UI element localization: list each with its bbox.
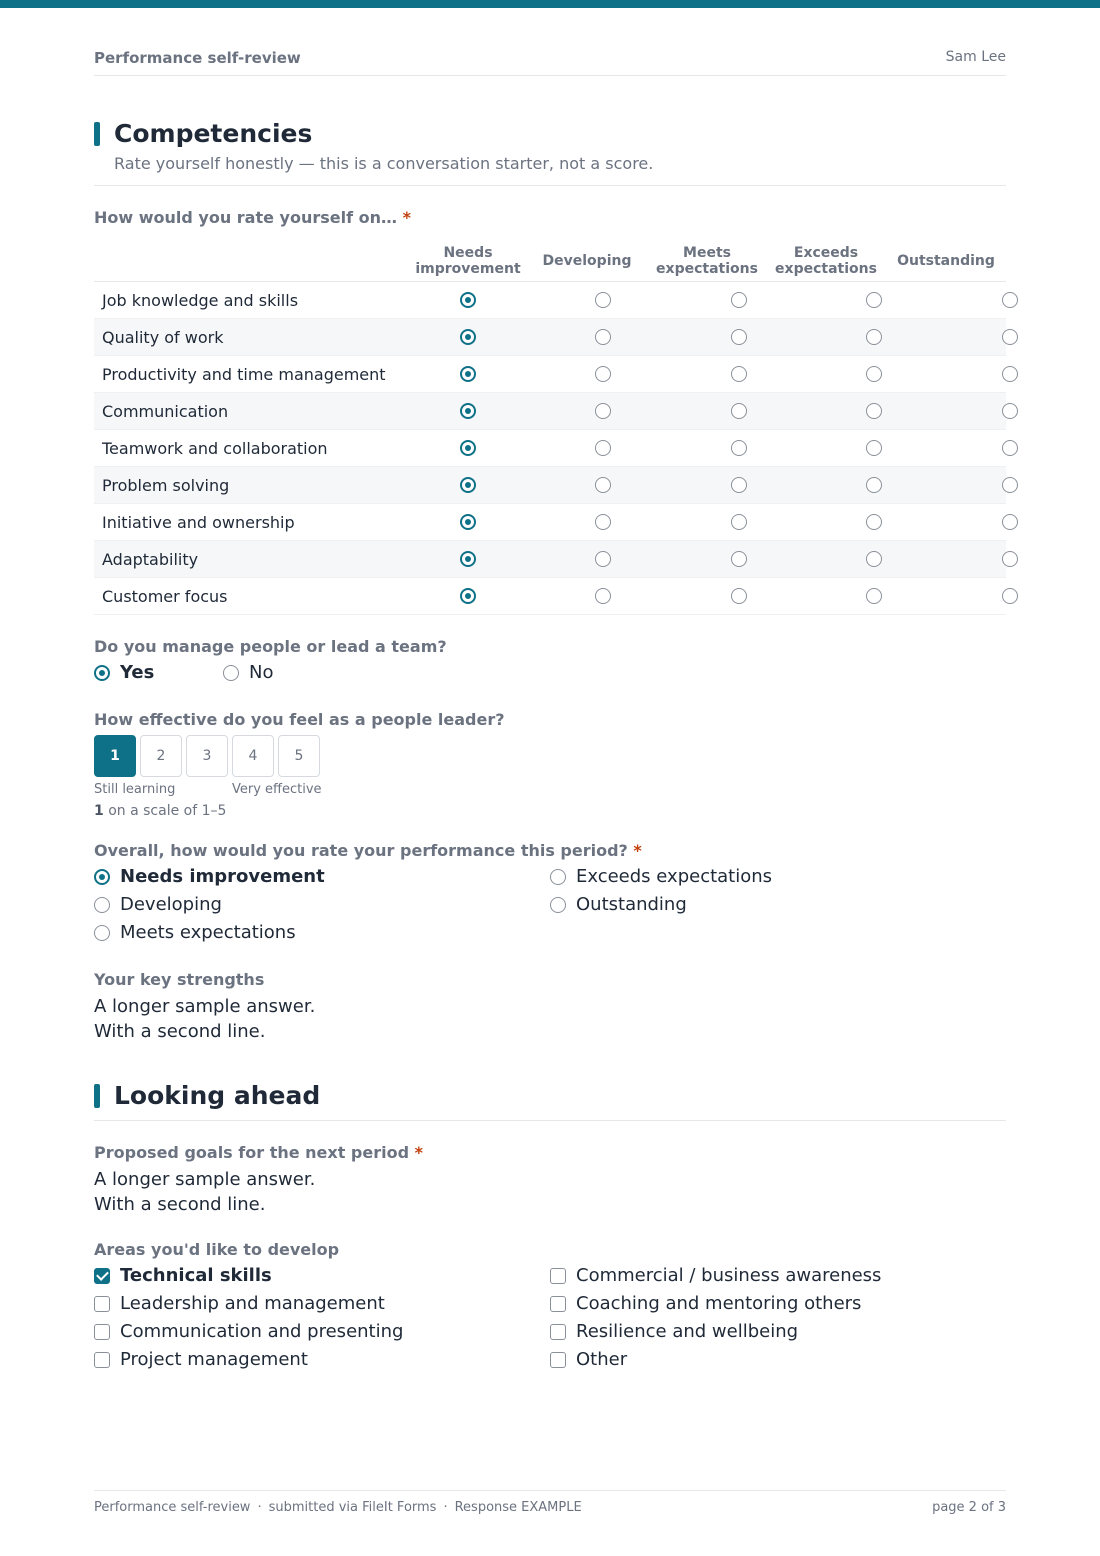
matrix-radio[interactable] <box>595 551 611 567</box>
checkbox-icon <box>550 1352 566 1368</box>
matrix-radio[interactable] <box>866 403 882 419</box>
option-label: Other <box>576 1349 628 1370</box>
scale-option-4[interactable]: 4 <box>232 735 274 777</box>
matrix-row <box>94 282 1006 319</box>
matrix-radio[interactable] <box>866 292 882 308</box>
matrix-radio[interactable] <box>731 329 747 345</box>
option-label: Communication and presenting <box>120 1321 404 1342</box>
option-label: Needs improvement <box>120 866 325 887</box>
matrix-row <box>94 467 1006 504</box>
matrix-row-label: Initiative and ownership <box>102 513 295 532</box>
develop-option[interactable] <box>94 1265 272 1286</box>
respondent-name: Sam Lee <box>945 49 1006 65</box>
form-title: Performance self-review <box>94 49 301 67</box>
develop-option[interactable] <box>550 1321 798 1342</box>
overall-option-meets-expectations[interactable] <box>94 922 296 943</box>
section-marker <box>94 122 100 146</box>
scale-value-readout <box>94 803 226 819</box>
goals-question-label <box>94 1143 423 1162</box>
matrix-radio[interactable] <box>731 551 747 567</box>
matrix-radio-selected[interactable] <box>460 292 476 308</box>
matrix-radio[interactable] <box>595 514 611 530</box>
radio-icon <box>550 869 566 885</box>
matrix-radio[interactable] <box>595 366 611 382</box>
develop-question-label: Areas you'd like to develop <box>94 1240 340 1259</box>
strengths-question-label: Your key strengths <box>94 970 265 989</box>
matrix-question-label <box>94 208 411 227</box>
scale-option-1[interactable]: 1 <box>94 735 136 777</box>
matrix-row <box>94 578 1006 615</box>
section-subtitle: Rate yourself honestly — this is a conversation starter, not a score. <box>114 154 654 173</box>
page-number: page 2 of 3 <box>932 1500 1006 1515</box>
matrix-radio[interactable] <box>731 477 747 493</box>
matrix-row-label: Job knowledge and skills <box>102 291 299 310</box>
matrix-radio[interactable] <box>1002 551 1018 567</box>
scale-value-suffix: on a scale of 1–5 <box>108 803 227 819</box>
matrix-radio[interactable] <box>866 588 882 604</box>
option-label: No <box>249 662 274 683</box>
matrix-header <box>94 244 1006 282</box>
radio-selected-icon <box>94 665 110 681</box>
matrix-row <box>94 356 1006 393</box>
scale-option-3[interactable]: 3 <box>186 735 228 777</box>
option-label: Resilience and wellbeing <box>576 1321 799 1342</box>
option-label: Outstanding <box>576 894 687 915</box>
goals-question-text: Proposed goals for the next period <box>94 1143 410 1162</box>
manage-option-no[interactable] <box>223 662 273 683</box>
matrix-radio[interactable] <box>731 514 747 530</box>
answer-line: A longer sample answer. <box>94 1169 316 1190</box>
answer-line: With a second line. <box>94 1021 266 1042</box>
checkbox-icon <box>550 1296 566 1312</box>
matrix-column-header: Meets expectations <box>656 245 758 277</box>
matrix-radio[interactable] <box>595 588 611 604</box>
matrix-radio[interactable] <box>866 551 882 567</box>
footer-separator: · <box>257 1500 262 1515</box>
develop-option[interactable] <box>94 1321 403 1342</box>
option-label: Meets expectations <box>120 922 296 943</box>
section-title: Competencies <box>114 119 313 148</box>
matrix-radio[interactable] <box>595 440 611 456</box>
option-label: Commercial / business awareness <box>576 1265 882 1286</box>
matrix-radio-selected[interactable] <box>460 440 476 456</box>
matrix-radio-selected[interactable] <box>460 403 476 419</box>
footer-response-id: Response EXAMPLE <box>454 1500 582 1515</box>
matrix-question-text: How would you rate yourself on… <box>94 208 398 227</box>
required-mark: * <box>414 1143 424 1162</box>
footer-separator: · <box>443 1500 448 1515</box>
section-looking-ahead-header <box>94 1078 1006 1122</box>
page-header <box>94 8 1006 76</box>
goals-answer <box>94 1167 315 1217</box>
matrix-column-header: Outstanding <box>897 253 995 269</box>
option-label: Coaching and mentoring others <box>576 1293 862 1314</box>
section-marker <box>94 1084 100 1108</box>
matrix-body <box>94 282 1006 615</box>
overall-option-exceeds-expectations[interactable] <box>550 866 772 887</box>
matrix-radio-selected[interactable] <box>460 551 476 567</box>
manage-question-label: Do you manage people or lead a team? <box>94 637 447 656</box>
checkbox-icon <box>94 1324 110 1340</box>
checkbox-icon <box>550 1268 566 1284</box>
develop-option[interactable] <box>550 1293 861 1314</box>
overall-question-label <box>94 841 642 860</box>
matrix-radio-selected[interactable] <box>460 366 476 382</box>
option-label: Exceeds expectations <box>576 866 773 887</box>
overall-question-text: Overall, how would you rate your performance this period? <box>94 841 628 860</box>
matrix-radio[interactable] <box>731 403 747 419</box>
required-mark: * <box>633 841 642 860</box>
scale-high-label: Very effective <box>232 782 322 797</box>
matrix-row-label: Quality of work <box>102 328 224 347</box>
overall-option-needs-improvement[interactable] <box>94 866 325 887</box>
matrix-radio[interactable] <box>731 588 747 604</box>
matrix-radio[interactable] <box>595 329 611 345</box>
answer-line: A longer sample answer. <box>94 996 316 1017</box>
overall-option-outstanding[interactable] <box>550 894 687 915</box>
matrix-column-header: Developing <box>542 253 632 269</box>
matrix-row-label: Problem solving <box>102 476 230 495</box>
matrix-radio[interactable] <box>1002 514 1018 530</box>
leader-scale <box>94 735 334 777</box>
footer-meta <box>94 1500 582 1515</box>
matrix-row-label: Adaptability <box>102 550 199 569</box>
checkbox-icon <box>94 1352 110 1368</box>
matrix-row-label: Productivity and time management <box>102 365 386 384</box>
matrix-radio[interactable] <box>595 477 611 493</box>
checkbox-icon <box>94 1296 110 1312</box>
section-divider <box>94 1120 1006 1121</box>
matrix-radio[interactable] <box>866 477 882 493</box>
option-label: Project management <box>120 1349 308 1370</box>
page-footer <box>94 1490 1006 1520</box>
matrix-row <box>94 393 1006 430</box>
matrix-row-label: Customer focus <box>102 587 228 606</box>
matrix-radio-selected[interactable] <box>460 477 476 493</box>
matrix-radio[interactable] <box>866 329 882 345</box>
matrix-radio[interactable] <box>595 292 611 308</box>
scale-value: 1 <box>94 803 104 819</box>
form-page <box>94 8 1006 1370</box>
section-title: Looking ahead <box>114 1081 321 1110</box>
manage-option-yes[interactable] <box>94 662 154 683</box>
section-competencies-header <box>94 116 1006 186</box>
matrix-radio[interactable] <box>1002 403 1018 419</box>
scale-low-label: Still learning <box>94 782 176 797</box>
answer-line: With a second line. <box>94 1194 266 1215</box>
leader-question-label: How effective do you feel as a people leader? <box>94 710 505 729</box>
matrix-radio-selected[interactable] <box>460 329 476 345</box>
develop-option[interactable] <box>94 1293 385 1314</box>
develop-option[interactable] <box>550 1265 881 1286</box>
radio-icon <box>94 925 110 941</box>
option-label: Yes <box>120 662 155 683</box>
matrix-radio[interactable] <box>1002 440 1018 456</box>
matrix-radio[interactable] <box>595 403 611 419</box>
develop-option[interactable] <box>94 1349 308 1370</box>
radio-selected-icon <box>94 869 110 885</box>
matrix-radio[interactable] <box>866 514 882 530</box>
checkbox-icon <box>550 1324 566 1340</box>
required-mark: * <box>402 208 411 227</box>
matrix-row <box>94 319 1006 356</box>
strengths-answer <box>94 994 315 1044</box>
matrix-radio[interactable] <box>866 440 882 456</box>
matrix-row <box>94 504 1006 541</box>
overall-option-developing[interactable] <box>94 894 222 915</box>
option-label: Leadership and management <box>120 1293 385 1314</box>
matrix-row <box>94 541 1006 578</box>
matrix-radio[interactable] <box>731 366 747 382</box>
matrix-row-label: Communication <box>102 402 229 421</box>
matrix-radio[interactable] <box>731 440 747 456</box>
matrix-radio[interactable] <box>1002 329 1018 345</box>
matrix-radio[interactable] <box>1002 477 1018 493</box>
checkbox-checked-icon <box>94 1268 110 1284</box>
matrix-radio[interactable] <box>731 292 747 308</box>
scale-option-2[interactable]: 2 <box>140 735 182 777</box>
matrix-row <box>94 430 1006 467</box>
radio-icon <box>550 897 566 913</box>
top-accent-bar <box>0 0 1100 8</box>
matrix-column-header: Needs improvement <box>415 245 521 277</box>
matrix-radio-selected[interactable] <box>460 588 476 604</box>
develop-option[interactable] <box>550 1349 627 1370</box>
matrix-radio-selected[interactable] <box>460 514 476 530</box>
option-label: Technical skills <box>120 1265 272 1286</box>
radio-icon <box>94 897 110 913</box>
rating-matrix <box>94 244 1006 615</box>
footer-form-name: Performance self-review <box>94 1500 251 1515</box>
scale-option-5[interactable]: 5 <box>278 735 320 777</box>
matrix-radio[interactable] <box>866 366 882 382</box>
option-label: Developing <box>120 894 222 915</box>
matrix-radio[interactable] <box>1002 292 1018 308</box>
footer-submitted: submitted via FileIt Forms <box>268 1500 437 1515</box>
matrix-radio[interactable] <box>1002 588 1018 604</box>
matrix-radio[interactable] <box>1002 366 1018 382</box>
section-divider <box>94 185 1006 186</box>
radio-icon <box>223 665 239 681</box>
matrix-column-header: Exceeds expectations <box>775 245 877 277</box>
matrix-row-label: Teamwork and collaboration <box>102 439 328 458</box>
